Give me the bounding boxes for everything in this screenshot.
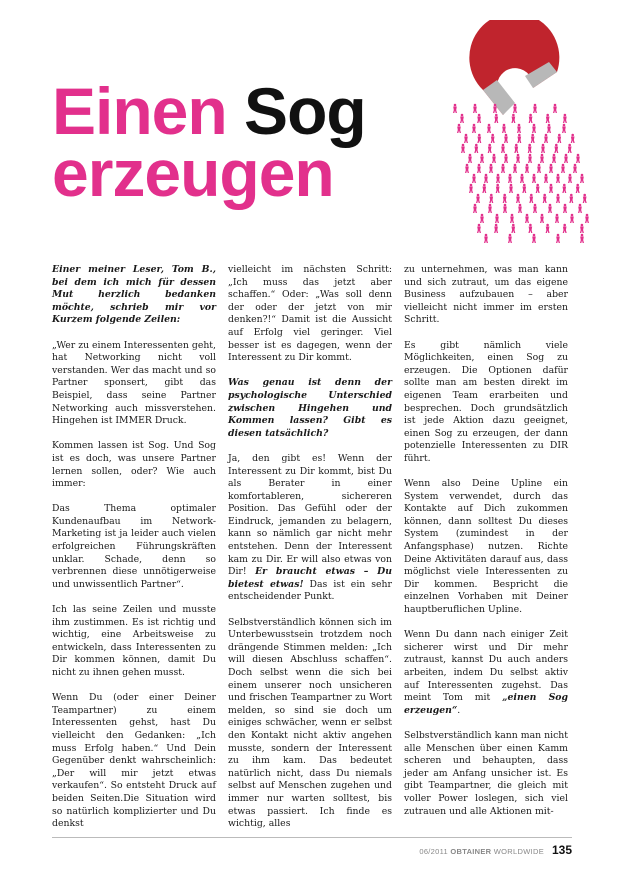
person-icon: [525, 214, 529, 223]
person-icon: [520, 174, 524, 183]
person-icon: [533, 104, 537, 113]
person-icon: [511, 114, 515, 123]
person-icon: [508, 234, 512, 243]
person-icon: [501, 144, 505, 153]
person-icon: [528, 224, 532, 233]
paragraph: „Wer zu einem Interessenten geht, hat Networking nicht voll verstanden. Wer das macht und so Partner sponsert, gibt das Beispiel, dass seine Partner Networking auch missverstehen. Hingehen ist IMMER Druck.: [52, 339, 216, 427]
person-icon: [504, 134, 508, 143]
paragraph: Kommen lassen ist Sog. Und Sog ist es doch, was unsere Partner lernen sollen, oder? Wie auch immer:: [52, 440, 216, 490]
person-icon: [502, 124, 506, 133]
paragraph: Es gibt nämlich viele Möglichkeiten, einen Sog zu erzeugen. Die Optionen dafür sollte man am besten direkt im eigenen Team erarbeiten und besprechen. Doch grundsätzlich ist jede Aktion dazu geeignet, einen Sog zu erzeugen, der dann potenzielle Interessenten zu DIR führt.: [404, 339, 568, 464]
person-icon: [511, 224, 515, 233]
title-word-sog: Sog: [244, 74, 366, 148]
person-icon: [473, 204, 477, 213]
person-icon: [480, 154, 484, 163]
text-run: Wenn Du dann nach einiger Zeit sicherer wirst und Dir mehr zutraust, kannst Du auch anders arbeiten, indem Du selbst aktiv auf Interessenten zugehst. Das meint Tom mit: [404, 629, 568, 704]
page-title: [52, 74, 366, 210]
person-icon: [514, 144, 518, 153]
person-icon: [580, 174, 584, 183]
text-run: Das ist ein sehr entscheidender Punkt.: [228, 578, 392, 603]
paragraph: vielleicht im nächsten Schritt: „Ich muss das jetzt aber schaffen.“ Oder: „Was soll denn der oder der jetzt von mir denken?!“ Damit ist die Aussicht auf Erfolg viel geringer. Viel besser ist es dagegen, wenn der Interessent zu Dir kommt.: [228, 264, 392, 364]
person-icon: [564, 154, 568, 163]
emphasis: Er braucht etwas – Du bietest etwas!: [228, 566, 392, 590]
person-icon: [477, 164, 481, 173]
person-icon: [453, 104, 457, 113]
person-icon: [477, 224, 481, 233]
person-icon: [537, 164, 541, 173]
person-icon: [522, 184, 526, 193]
person-icon: [468, 154, 472, 163]
person-icon: [489, 164, 493, 173]
person-icon: [480, 214, 484, 223]
paragraph: Ich las seine Zeilen und musste ihm zustimmen. Es ist richtig und wichtig, eine Arbeitsweise zu entwickeln, dass Interessenten zu Dir kommen können, damit Du nicht zu ihnen gehen musst.: [52, 604, 216, 678]
person-icon: [573, 164, 577, 173]
person-icon: [503, 194, 507, 203]
paragraph: Wenn Du (oder einer Deiner Teampartner) zu einem Interessenten gehst, hast Du vielleicht den Gedanken: „Ich muss Erfolg haben.“ Und Dein Gegenüber denkt wahrscheinlich: „Der will mir jetzt etwas verkaufen“. So entsteht Druck auf beiden Seiten.Die Situation wird so natürlich komplizierter und Du denkst: [52, 692, 216, 830]
person-icon: [580, 224, 584, 233]
person-icon: [488, 144, 492, 153]
person-icon: [457, 124, 461, 133]
person-icon: [532, 234, 536, 243]
person-icon: [543, 194, 547, 203]
paragraph: [228, 453, 392, 604]
person-icon: [557, 134, 561, 143]
person-icon: [532, 124, 536, 133]
person-icon: [533, 204, 537, 213]
text-run: .: [457, 704, 461, 716]
person-icon: [540, 214, 544, 223]
person-icon: [563, 204, 567, 213]
person-icon: [477, 134, 481, 143]
paragraph: Selbstverständlich kann man nicht alle Menschen über einen Kamm scheren und behaupten, dass jeder am Anfang unsicher ist. Es gibt Teampartner, die gleich mit voller Power loslegen, sich viel zutrauen und alle Aktionen mit-: [404, 729, 568, 817]
person-icon: [553, 104, 557, 113]
person-icon: [496, 184, 500, 193]
person-icon: [504, 154, 508, 163]
person-icon: [571, 134, 575, 143]
title-word-einen: Einen: [52, 74, 227, 148]
magazine-edition: WORLDWIDE: [493, 847, 544, 856]
magazine-name: OBTAINER: [450, 847, 492, 856]
person-icon: [477, 114, 481, 123]
person-icon: [474, 144, 478, 153]
person-icon: [576, 184, 580, 193]
person-icon: [563, 114, 567, 123]
person-icon: [516, 154, 520, 163]
person-icon: [540, 154, 544, 163]
person-icon: [460, 114, 464, 123]
person-icon: [563, 224, 567, 233]
person-icon: [496, 174, 500, 183]
person-icon: [541, 144, 545, 153]
person-icon: [532, 174, 536, 183]
person-icon: [495, 214, 499, 223]
person-icon: [508, 174, 512, 183]
person-icon: [585, 214, 589, 223]
person-icon: [469, 184, 473, 193]
person-icon: [569, 194, 573, 203]
person-icon: [556, 194, 560, 203]
person-icon: [476, 194, 480, 203]
person-icon: [517, 134, 521, 143]
person-icon: [549, 184, 553, 193]
person-icon: [583, 194, 587, 203]
person-icon: [556, 174, 560, 183]
person-icon: [513, 104, 517, 113]
person-icon: [513, 164, 517, 173]
title-word-erzeugen: erzeugen: [52, 136, 334, 210]
person-icon: [546, 224, 550, 233]
issue-date: 06/2011: [419, 847, 448, 856]
person-icon: [509, 184, 513, 193]
issue-info: [419, 847, 544, 856]
person-icon: [528, 154, 532, 163]
lead-paragraph: Einer meiner Leser, Tom B., bei dem ich mich für dessen Mut herzlich bedanken möchte, schrieb mir vor Kurzem folgende Zeilen:: [52, 264, 216, 326]
person-icon: [552, 154, 556, 163]
text-column-1: [52, 264, 216, 843]
person-icon: [562, 184, 566, 193]
person-icon: [465, 164, 469, 173]
person-icon: [492, 154, 496, 163]
person-icon: [531, 134, 535, 143]
person-icon: [464, 134, 468, 143]
paragraph: Das Thema optimaler Kundenaufbau im Network-Marketing ist ja leider auch vielen erfolgreichen Führungskräften unklar. Schade, denn so verbrennen diese unnötigerweise und unwissentlich Partner“.: [52, 503, 216, 590]
person-icon: [547, 124, 551, 133]
person-icon: [491, 134, 495, 143]
person-icon: [529, 114, 533, 123]
person-icon: [525, 164, 529, 173]
person-icon: [489, 194, 493, 203]
person-icon: [580, 234, 584, 243]
person-icon: [576, 154, 580, 163]
person-icon: [544, 134, 548, 143]
person-icon: [484, 234, 488, 243]
person-icon: [568, 174, 572, 183]
text-column-2: [228, 264, 392, 843]
person-icon: [570, 214, 574, 223]
emphasis: „einen Sog erzeugen“: [404, 692, 568, 716]
paragraph: [404, 629, 568, 717]
person-icon: [472, 174, 476, 183]
magnet-illustration: [425, 20, 600, 250]
person-icon: [472, 124, 476, 133]
person-icon: [487, 124, 491, 133]
person-icon: [544, 174, 548, 183]
person-icon: [528, 144, 532, 153]
person-icon: [536, 184, 540, 193]
text-run: Ja, den gibt es! Wenn der Interessent zu Dir kommt, bist Du als Berater in einer komfortableren, sichereren Position. Das Gefühl oder der Eindruck, jemanden zu belagern, kann so nämlich gar nicht mehr entstehen. Denn der Interessent kam zu Dir. Er will also etwas von Dir!: [228, 452, 392, 578]
person-icon: [518, 204, 522, 213]
person-icon: [516, 194, 520, 203]
person-icon: [578, 204, 582, 213]
person-icon: [517, 124, 521, 133]
person-icon: [494, 114, 498, 123]
attracted-people-icons: [453, 104, 589, 243]
person-icon: [503, 204, 507, 213]
person-icon: [501, 164, 505, 173]
person-icon: [556, 234, 560, 243]
person-icon: [554, 144, 558, 153]
subheading-question: Was genau ist denn der psychologische Unterschied zwischen Hingehen und Kommen lassen? Gibt es diesen tatsächlich?: [228, 377, 392, 439]
person-icon: [488, 204, 492, 213]
person-icon: [482, 184, 486, 193]
paragraph: zu unternehmen, was man kann und sich zutraut, um das eigene Business aufzubauen – aber vielleicht nicht immer im ersten Schritt.: [404, 264, 568, 326]
text-column-3: [404, 264, 568, 831]
person-icon: [494, 224, 498, 233]
person-icon: [529, 194, 533, 203]
person-icon: [473, 104, 477, 113]
page-number: 135: [551, 843, 572, 857]
magnet-icon: [469, 20, 559, 115]
person-icon: [549, 164, 553, 173]
paragraph: Wenn also Deine Upline ein System verwendet, durch das Kontakte auf Dich zukommen können, dann solltest Du dieses System (zumindest in der Anfangsphase) nutzen. Richte Deine Aktivitäten darauf aus, dass möglichst viele Interessenten zu Dir kommen. Bespricht die einzelnen Vorhaben mit Deiner hauptberuflichen Upline.: [404, 478, 568, 616]
paragraph: Selbstverständlich können sich im Unterbewusstsein trotzdem noch drängende Stimmen melden: „Ich will diesen Abschluss schaffen“. Doch selbst wenn die sich bei einem unserer noch unsicheren und frischen Teampartner zu Wort melden, so sind sie doch um einiges schwächer, wenn er selbst den Kontakt nicht aktiv angehen musste, sondern der Interessent zu ihm kam. Das bedeutet natürlich nicht, dass Du niemals selbst auf Menschen zugehen und immer nur warten solltest, bis etwas passiert. Ich finde es wichtig, alles: [228, 616, 392, 830]
person-icon: [568, 144, 572, 153]
person-icon: [561, 164, 565, 173]
person-icon: [548, 204, 552, 213]
person-icon: [562, 124, 566, 133]
person-icon: [461, 144, 465, 153]
person-icon: [555, 214, 559, 223]
person-icon: [546, 114, 550, 123]
page-footer: [52, 837, 572, 862]
person-icon: [510, 214, 514, 223]
person-icon: [484, 174, 488, 183]
